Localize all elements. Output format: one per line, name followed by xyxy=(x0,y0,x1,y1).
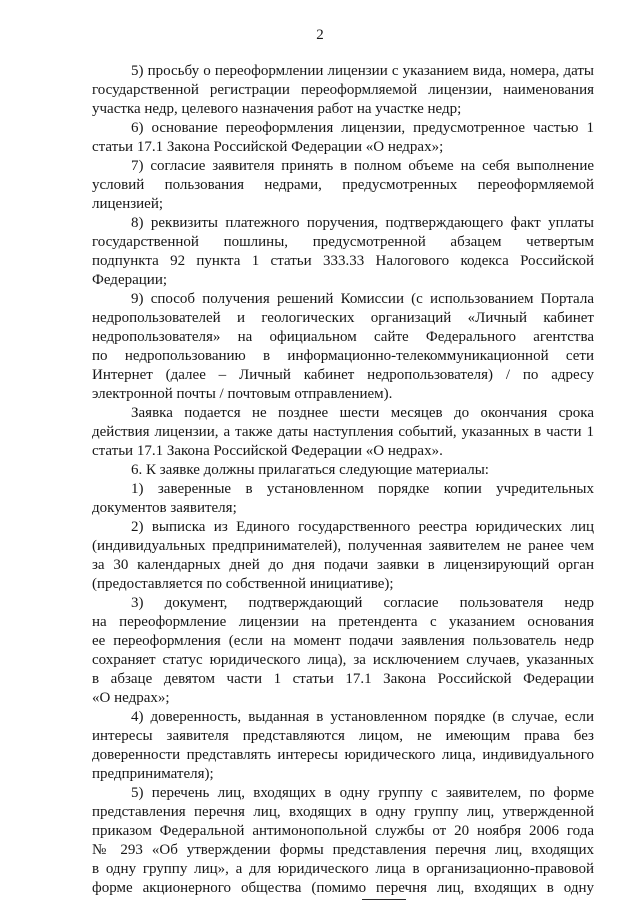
text-line: на переоформление лицензии на претендента с указанием основания xyxy=(92,614,594,630)
paragraph-item-9-delivery xyxy=(92,290,594,404)
text-line: 1) заверенные в установленном порядке копии учредительных xyxy=(131,481,594,497)
text-line: за 30 календарных дней до дня подачи заявки в лицензирующий орган xyxy=(92,557,594,573)
text-line: 6) основание переоформления лицензии, предусмотренное частью 1 xyxy=(131,120,594,136)
text-line: 6. К заявке должны прилагаться следующие материалы: xyxy=(131,462,489,478)
text-line: 5) перечень лиц, входящих в одну группу с заявителем, по форме xyxy=(131,785,594,801)
paragraph-material-5 xyxy=(92,784,594,898)
document-body xyxy=(92,62,594,898)
text-line: предпринимателя); xyxy=(92,766,214,782)
text-line: представления перечня лиц, входящих в одну группу лиц, утвержденной xyxy=(92,804,594,820)
text-line: сохраняет статус юридического лица), за исключением случаев, указанных xyxy=(92,652,594,668)
text-line: 2) выписка из Единого государственного реестра юридических лиц xyxy=(131,519,594,535)
text-line: 7) согласие заявителя принять в полном объеме на себя выполнение xyxy=(131,158,594,174)
text-line: (предоставляется по собственной инициативе); xyxy=(92,576,394,592)
text-line: 3) документ, подтверждающий согласие пользователя недр xyxy=(131,595,594,611)
text-line: 9) способ получения решений Комиссии (с использованием Портала xyxy=(131,291,594,307)
text-line: недропользователей и геологических организаций «Личный кабинет xyxy=(92,310,594,326)
text-line: статьи 17.1 Закона Российской Федерации «О недрах»; xyxy=(92,139,444,155)
text-line: в одну группу лиц», а для юридического лица в организационно-правовой xyxy=(92,861,594,877)
paragraph-material-3 xyxy=(92,594,594,708)
text-line: интересы заявителя представляются лицом, не имеющим права без xyxy=(92,728,594,744)
text-line: государственной пошлины, предусмотренной абзацем четвертым xyxy=(92,234,594,250)
text-line: ее переоформления (если на момент подачи заявления пользователь недр xyxy=(92,633,594,649)
text-line: приказом Федеральной антимонопольной службы от 20 ноября 2006 года xyxy=(92,823,594,839)
text-line: недропользователя» на официальном сайте Федерального агентства xyxy=(92,329,594,345)
paragraph-material-4 xyxy=(92,708,594,784)
text-line: государственной регистрации переоформляемой лицензии, наименования xyxy=(92,82,594,98)
text-line: 4) доверенность, выданная в установленном порядке (в случае, если xyxy=(131,709,594,725)
text-line: участка недр, целевого назначения работ на участке недр; xyxy=(92,101,462,117)
page-number: 2 xyxy=(316,27,324,43)
text-line: Федерации; xyxy=(92,272,168,288)
text-line: доверенности представлять интересы юридического лица, индивидуального xyxy=(92,747,594,763)
section-6-heading xyxy=(92,461,594,480)
text-line: документов заявителя; xyxy=(92,500,237,516)
text-line: № 293 «Об утверждении формы представления перечня лиц, входящих xyxy=(92,842,594,858)
text-line: условий пользования недрами, предусмотренных переоформляемой xyxy=(92,177,594,193)
text-line: действия лицензии, а также даты наступления событий, указанных в части 1 xyxy=(92,424,594,440)
paragraph-material-1 xyxy=(92,480,594,518)
paragraph-material-2 xyxy=(92,518,594,594)
paragraph-item-6-basis xyxy=(92,119,594,157)
bottom-rule xyxy=(362,899,406,900)
text-line: форме акционерного общества (помимо перечня лиц, входящих в одну xyxy=(92,880,594,896)
text-line: электронной почты / почтовым отправлением). xyxy=(92,386,393,402)
text-line: лицензией; xyxy=(92,196,164,212)
paragraph-application-deadline xyxy=(92,404,594,461)
text-line: подпункта 92 пункта 1 статьи 333.33 Налогового кодекса Российской xyxy=(92,253,594,269)
paragraph-item-8-payment xyxy=(92,214,594,290)
text-line: по недропользованию в информационно-телекоммуникационной сети xyxy=(92,348,594,364)
text-line: Интернет (далее – Личный кабинет недропользователя) / по адресу xyxy=(92,367,594,383)
text-line: в абзаце девятом части 1 статьи 17.1 Закона Российской Федерации xyxy=(92,671,594,687)
text-line: 8) реквизиты платежного поручения, подтверждающего факт уплаты xyxy=(131,215,594,231)
paragraph-item-5-request xyxy=(92,62,594,119)
paragraph-item-7-consent xyxy=(92,157,594,214)
text-line: 5) просьбу о переоформлении лицензии с указанием вида, номера, даты xyxy=(131,63,594,79)
text-line: Заявка подается не позднее шести месяцев до окончания срока xyxy=(131,405,594,421)
text-line: статьи 17.1 Закона Российской Федерации «О недрах». xyxy=(92,443,443,459)
text-line: (индивидуальных предпринимателей), полученная заявителем не ранее чем xyxy=(92,538,594,554)
text-line: «О недрах»; xyxy=(92,690,170,706)
